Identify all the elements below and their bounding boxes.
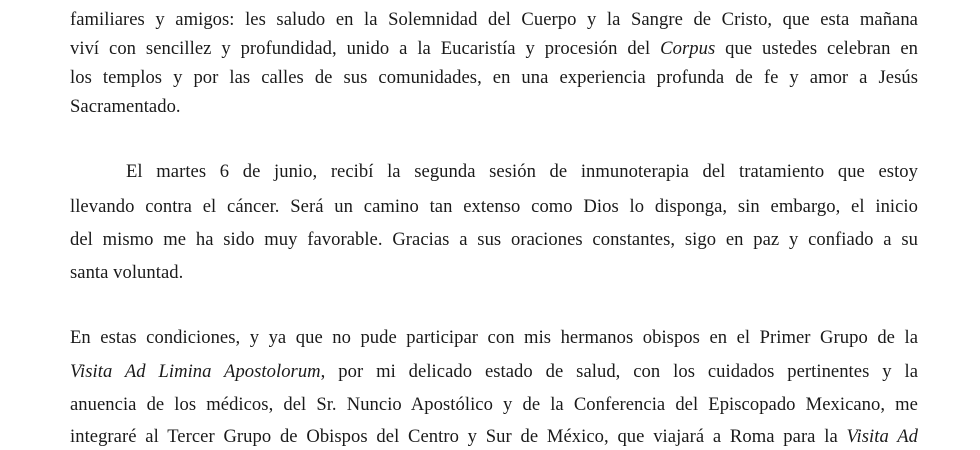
text-line (70, 322, 918, 354)
text-segment: los templos y por las calles de sus comunidades, en una experiencia profunda de fe y amor a Jesús (70, 67, 918, 88)
text-segment: En estas condiciones, y ya que no pude participar con mis hermanos obispos en el Primer Grupo de la (70, 327, 918, 348)
text-segment: viví con sencillez y profundidad, unido a la Eucaristía y procesión del (70, 38, 651, 59)
text-line (70, 421, 918, 450)
italic-text: Visita Ad (846, 426, 918, 447)
italic-text: Corpus (660, 38, 716, 59)
text-segment: que ustedes celebran en (725, 38, 918, 59)
text-line (70, 62, 918, 94)
text-segment: llevando contra el cáncer. Será un camino tan extenso como Dios lo disponga, sin embargo, el inicio (70, 196, 918, 217)
text-segment: del mismo me ha sido muy favorable. Gracias a sus oraciones constantes, sigo en paz y confiado a su (70, 229, 918, 250)
text-line (70, 191, 918, 223)
text-segment: El martes 6 de junio, recibí la segunda sesión de inmunoterapia del tratamiento que estoy (126, 161, 918, 182)
italic-text: Visita Ad Limina Apostolorum (70, 361, 321, 382)
text-line (70, 224, 918, 256)
text-line (70, 91, 918, 123)
text-segment: anuencia de los médicos, del Sr. Nuncio Apostólico y de la Conferencia del Episcopado Mexicano, me (70, 394, 918, 415)
text-line (70, 356, 918, 388)
text-segment: Sacramentado. (70, 96, 181, 117)
text-line (70, 257, 918, 289)
text-segment: familiares y amigos: les saludo en la Solemnidad del Cuerpo y la Sangre de Cristo, que esta mañana (70, 9, 918, 30)
text-segment: , por mi delicado estado de salud, con los cuidados pertinentes y la (320, 361, 918, 382)
text-line (70, 33, 918, 65)
text-line (70, 389, 918, 421)
text-segment: integraré al Tercer Grupo de Obispos del Centro y Sur de México, que viajará a Roma para la (70, 426, 838, 447)
text-segment: santa voluntad. (70, 262, 184, 283)
text-line (126, 156, 918, 188)
text-line (70, 4, 918, 36)
